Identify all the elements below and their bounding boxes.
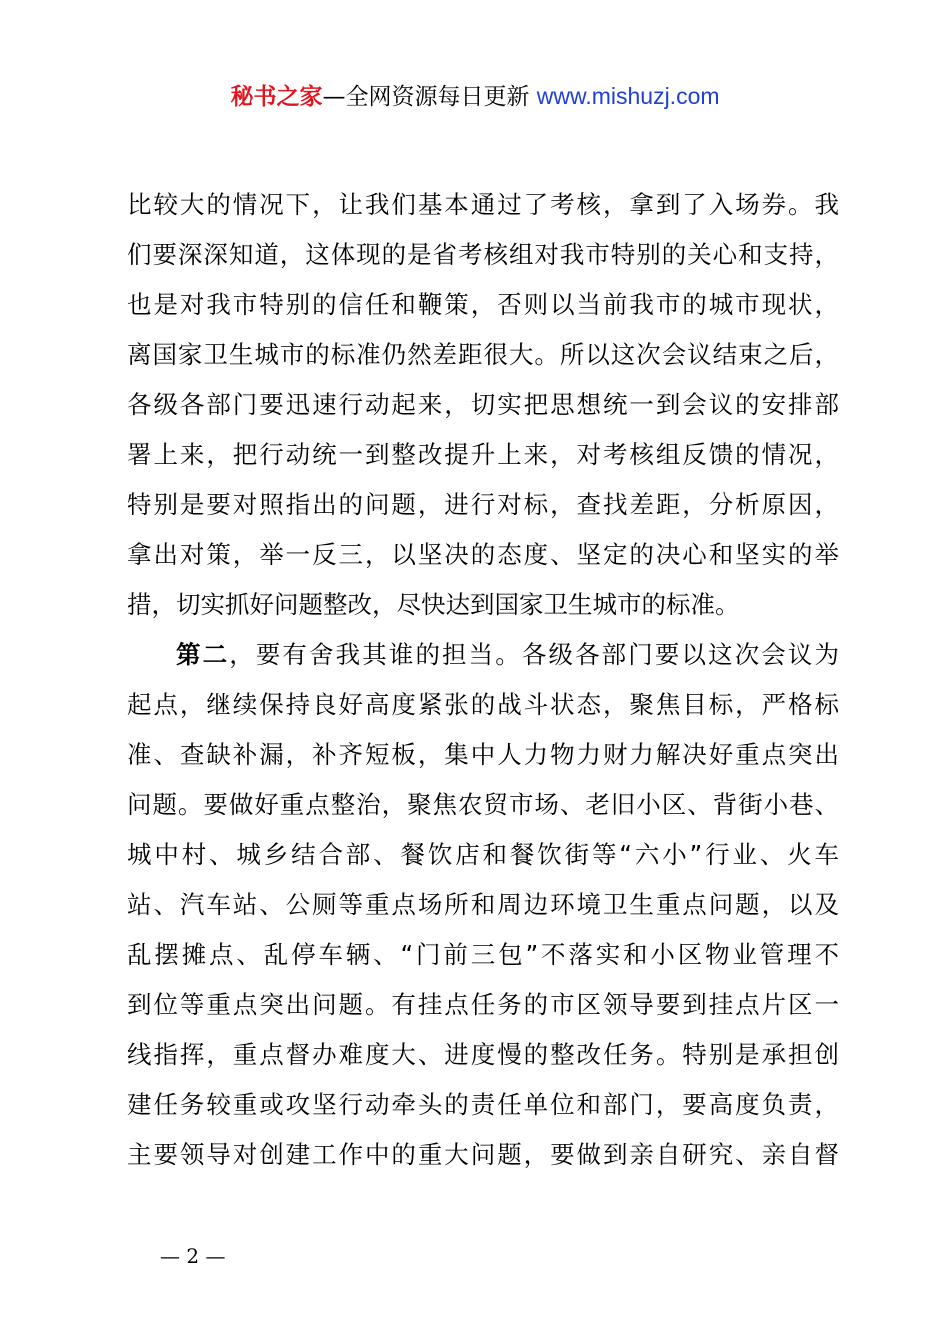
text-line: 主要领导对创建工作中的重大问题，要做到亲自研究、亲自督 <box>127 1140 839 1169</box>
text-line: 问题。要做好重点整治，聚焦农贸市场、老旧小区、背街小巷、 <box>127 790 839 819</box>
text-line: 各级各部门要迅速行动起来，切实把思想统一到会议的安排部 <box>127 390 839 419</box>
text-line: 比较大的情况下，让我们基本通过了考核，拿到了入场券。我 <box>127 190 839 219</box>
text-line: 措，切实抓好问题整改，尽快达到国家卫生城市的标准。 <box>127 590 740 619</box>
site-url-link[interactable]: www.mishuzj.com <box>536 83 720 109</box>
text-line: 线指挥，重点督办难度大、进度慢的整改任务。特别是承担创 <box>127 1040 839 1069</box>
paragraph-lead: 第二 <box>176 640 230 669</box>
text-line: 拿出对策，举一反三，以坚决的态度、坚定的决心和坚实的举 <box>127 540 839 569</box>
text-line: 城中村、城乡结合部、餐饮店和餐饮街等“六小”行业、火车 <box>127 840 839 869</box>
text-line: 也是对我市特别的信任和鞭策，否则以当前我市的城市现状， <box>127 290 839 319</box>
text-line: 建任务较重或攻坚行动牵头的责任单位和部门，要高度负责， <box>127 1090 839 1119</box>
text-line: 到位等重点突出问题。有挂点任务的市区领导要到挂点片区一 <box>127 990 839 1019</box>
text-line: 署上来，把行动统一到整改提升上来，对考核组反馈的情况， <box>127 440 839 469</box>
text-line: 离国家卫生城市的标准仍然差距很大。所以这次会议结束之后， <box>127 340 839 369</box>
text-line: 乱摆摊点、乱停车辆、“门前三包”不落实和小区物业管理不 <box>127 940 839 969</box>
text-line: 们要深深知道，这体现的是省考核组对我市特别的关心和支持， <box>127 240 839 269</box>
site-header <box>0 80 950 113</box>
paragraph-2-first-line <box>127 630 839 680</box>
paragraph-2-first-text: ，要有舍我其谁的担当。各级各部门要以这次会议为 <box>229 640 840 669</box>
header-tagline: —全网资源每日更新 <box>322 84 537 110</box>
text-line: 站、汽车站、公厕等重点场所和周边环境卫生重点问题，以及 <box>127 890 839 919</box>
brand-name: 秘书之家 <box>230 84 323 110</box>
text-line: 准、查缺补漏，补齐短板，集中人力物力财力解决好重点突出 <box>127 740 839 769</box>
text-line: 起点，继续保持良好高度紧张的战斗状态，聚焦目标，严格标 <box>127 690 839 719</box>
document-body <box>127 180 839 1180</box>
page-number: — 2 — <box>160 1244 226 1268</box>
text-line: 特别是要对照指出的问题，进行对标，查找差距，分析原因， <box>127 490 839 519</box>
